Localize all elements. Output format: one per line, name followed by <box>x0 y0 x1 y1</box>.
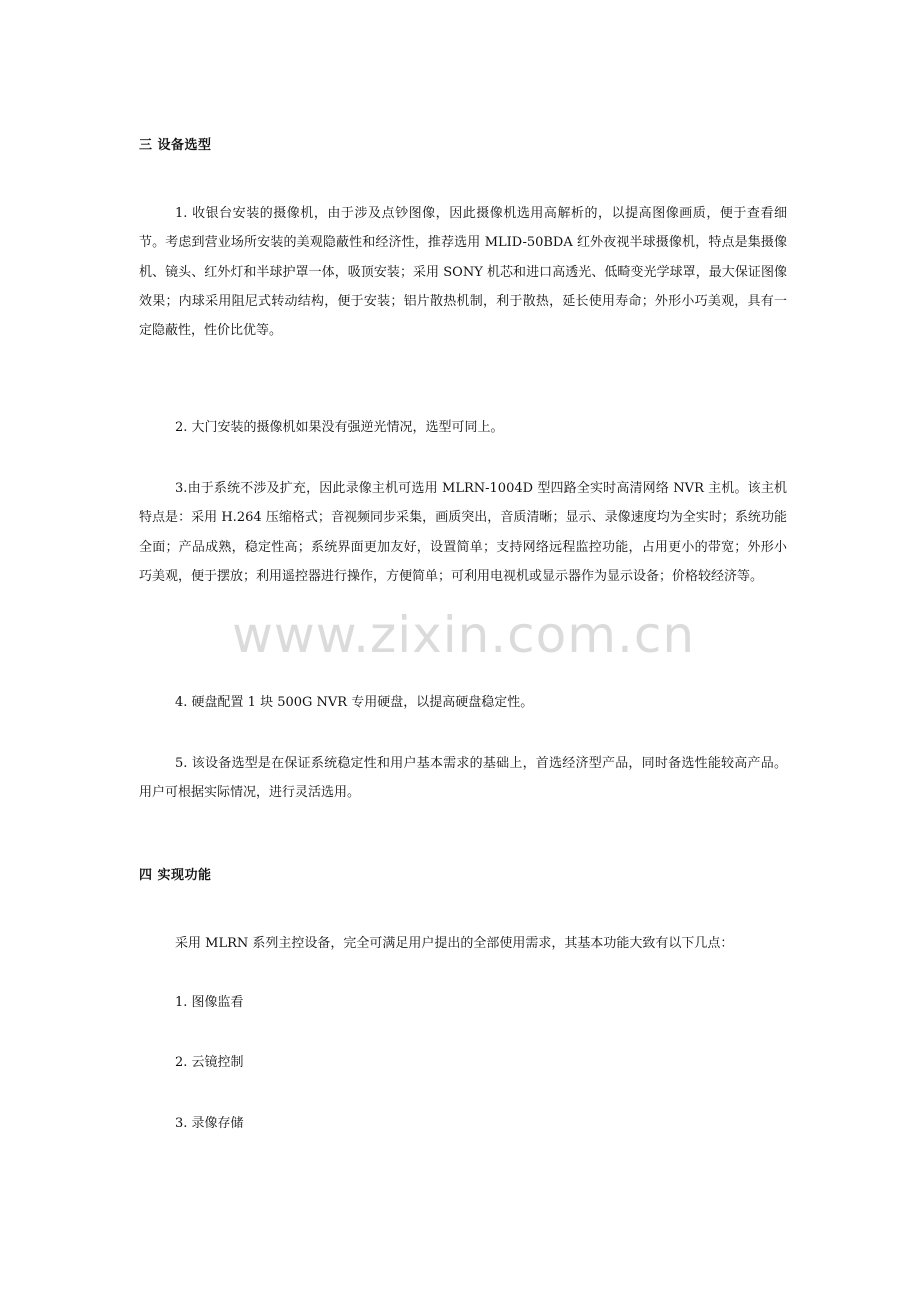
paragraph-3: 3.由于系统不涉及扩充，因此录像主机可选用 MLRN-1004D 型四路全实时高清网络 NVR 主机。该主机特点是：采用 H.264 压缩格式；音视频同步采集，画质突出，音质清晰；显示、录像速度均为全实时；系统功能全面；产品成熟，稳定性高；系统界面更加友好，设置简单；支持网络远程监控功能，占用更小的带宽；外形小巧美观，便于摆放；利用遥控器进行操作，方便简单；可利用电视机或显示器作为显示设备；价格较经济等。 <box>139 481 787 584</box>
paragraph-2: 2. 大门安装的摄像机如果没有强逆光情况，选型可同上。 <box>175 420 504 435</box>
watermark-text: www.zixin.com.cn <box>232 606 696 664</box>
paragraph-4: 4. 硬盘配置 1 块 500G NVR 专用硬盘，以提高硬盘稳定性。 <box>175 695 534 710</box>
section-4-heading: 四 实现功能 <box>139 868 212 883</box>
paragraph-1: 1. 收银台安装的摄像机，由于涉及点钞图像，因此摄像机选用高解析的，以提高图像画质，便于查看细节。考虑到营业场所安装的美观隐蔽性和经济性，推荐选用 MLID-50BDA 红外夜视半球摄像机，特点是集摄像机、镜头、红外灯和半球护罩一体，吸顶安装；采用 SONY 机芯和进口高透光、低畸变光学球罩，最大保证图像效果；内球采用阻尼式转动结构，便于安装；铝片散热机制，利于散热，延长使用寿命；外形小巧美观，具有一定隐蔽性，性价比优等。 <box>139 206 787 339</box>
function-item-1: 1. 图像监看 <box>175 995 244 1010</box>
paragraph-5: 5. 该设备选型是在保证系统稳定性和用户基本需求的基础上，首选经济型产品，同时备选性能较高产品。用户可根据实际情况，进行灵活选用。 <box>139 756 787 801</box>
section-3-heading: 三 设备选型 <box>139 138 212 153</box>
function-item-2: 2. 云镜控制 <box>175 1055 244 1070</box>
section-4-intro: 采用 MLRN 系列主控设备，完全可满足用户提出的全部使用需求，其基本功能大致有以下几点： <box>175 936 734 951</box>
function-item-3: 3. 录像存储 <box>175 1116 244 1131</box>
